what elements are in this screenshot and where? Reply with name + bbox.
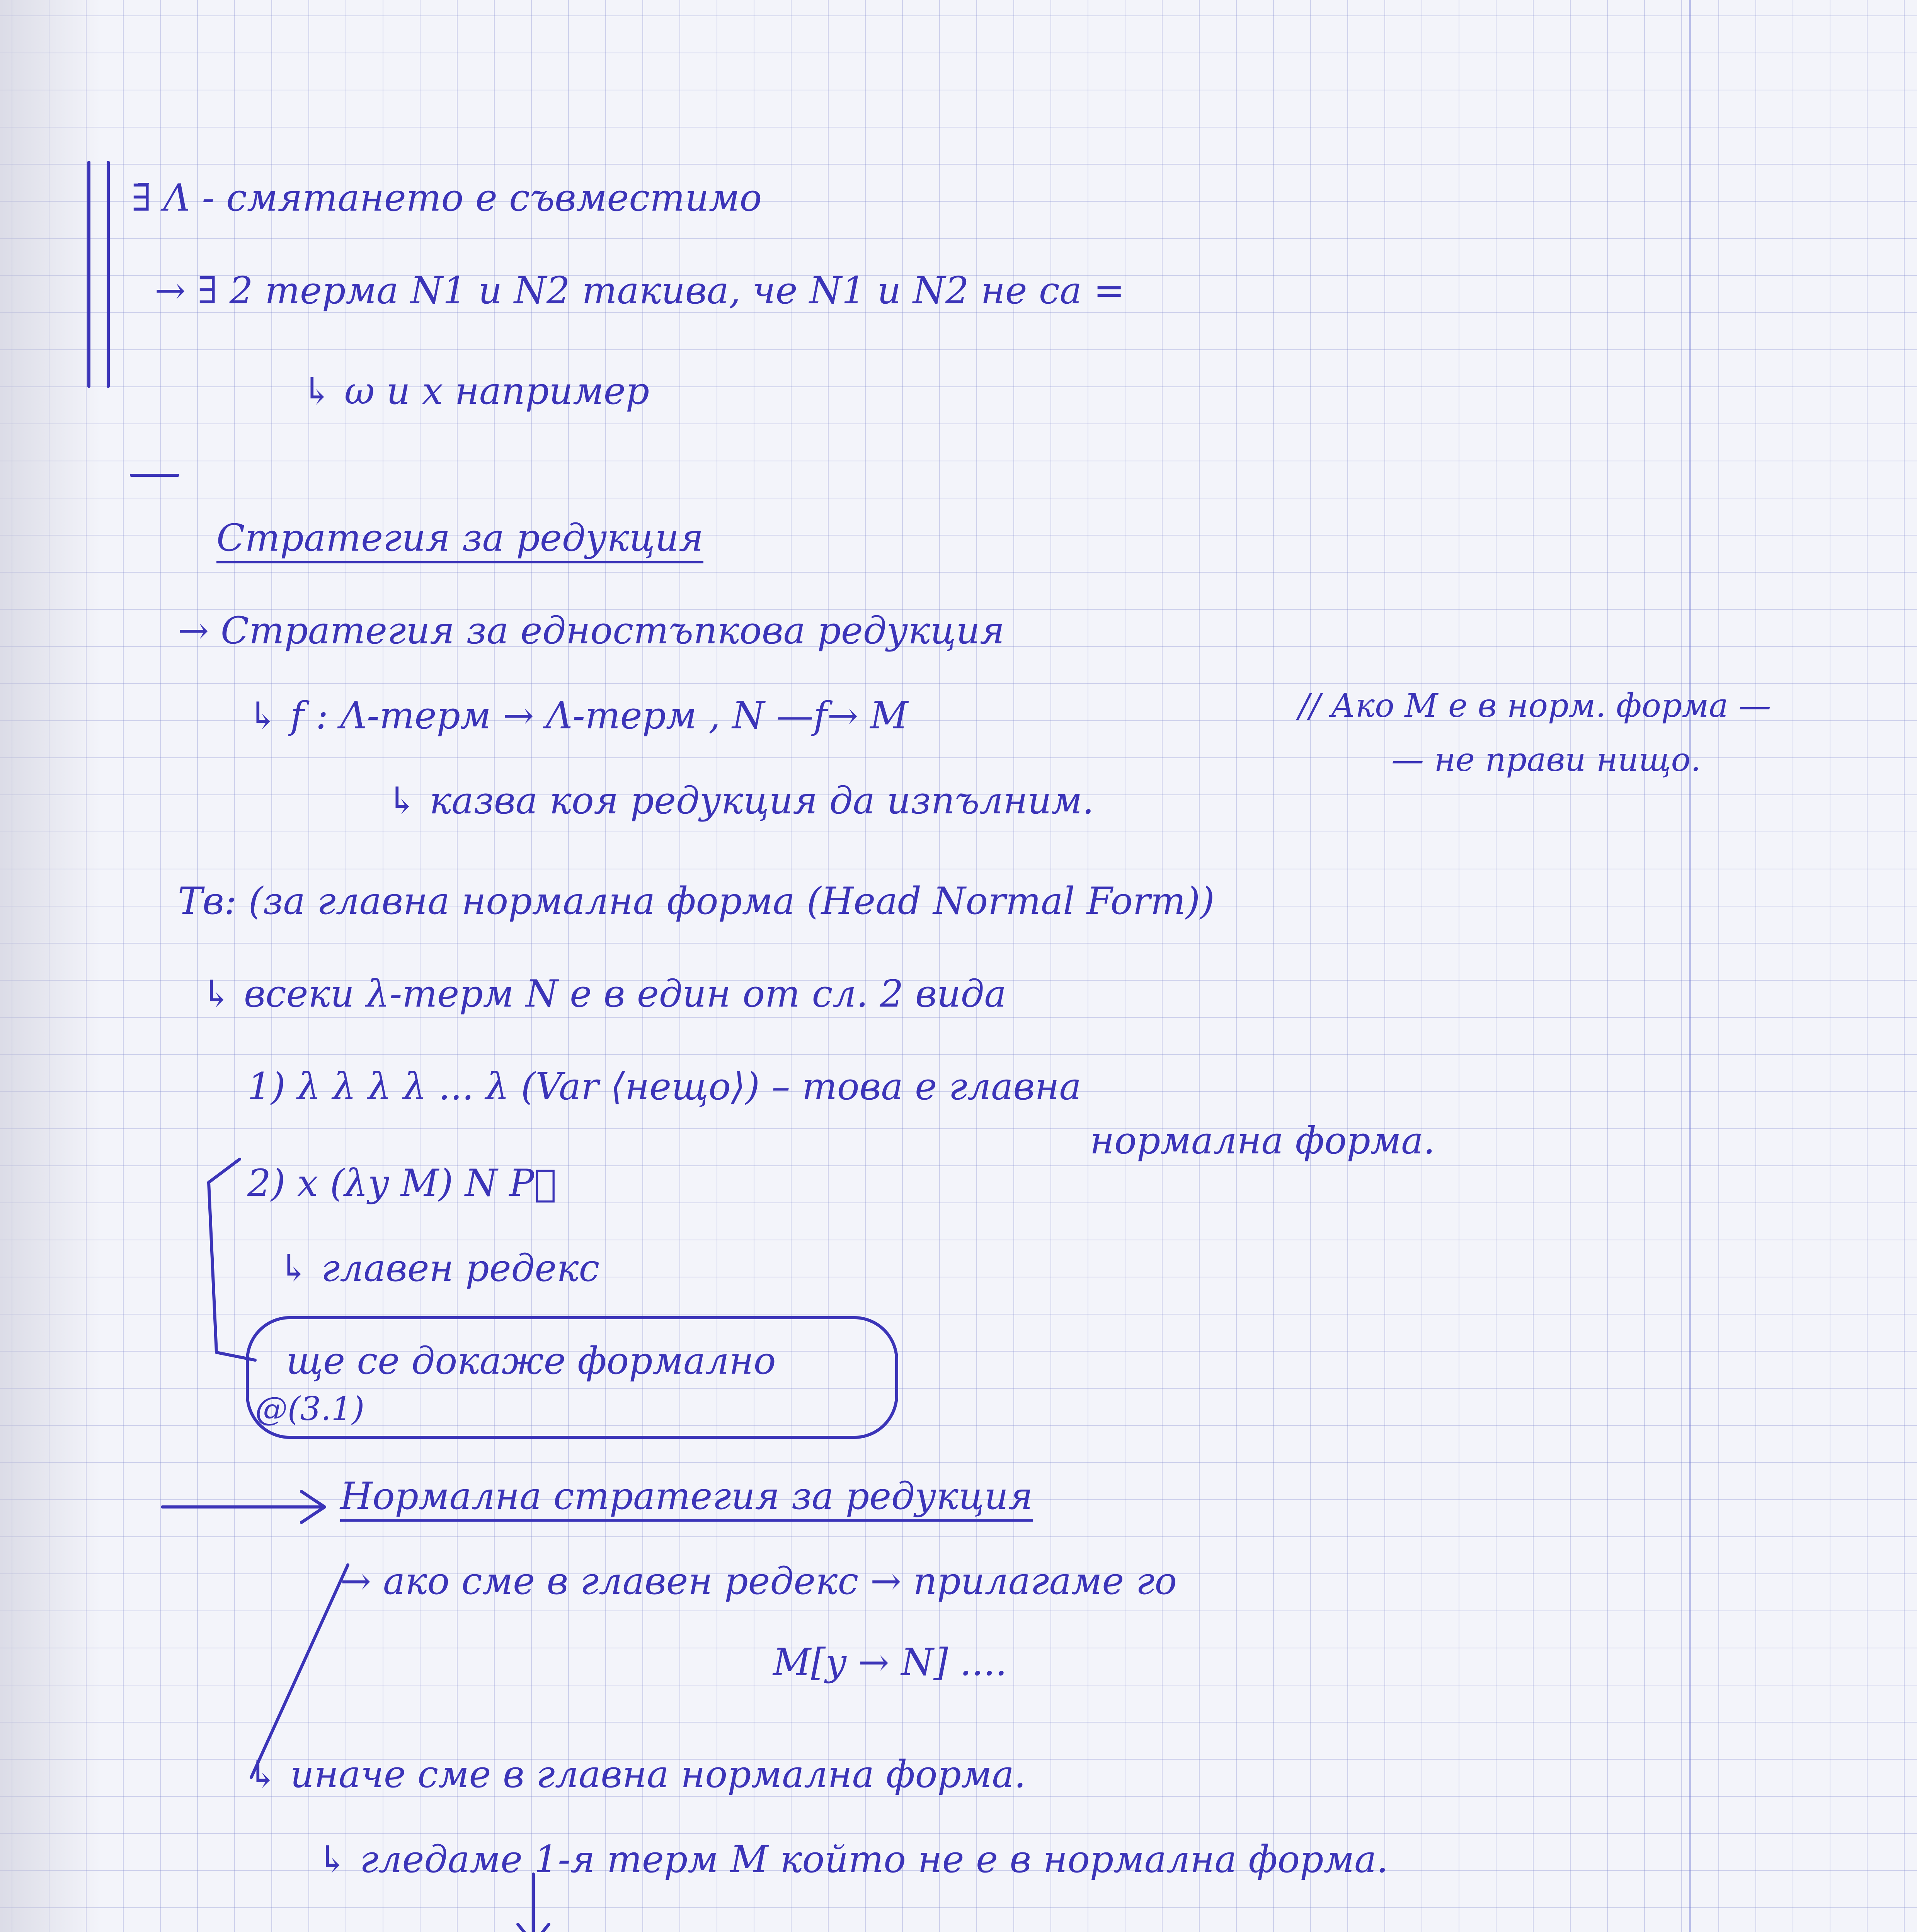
note-line: // Ако M е в норм. форма — bbox=[1299, 687, 1771, 724]
note-line: ↳ всеки λ-терм N е в един от сл. 2 вида bbox=[201, 972, 1006, 1015]
note-line: ↳ ω и x например bbox=[301, 369, 650, 413]
note-line: ↳ иначе сме в главна нормална форма. bbox=[247, 1753, 1026, 1796]
note-line: ∃̄ Λ - смятането е съвместимо bbox=[131, 176, 762, 219]
proof-note-ref: @(3.1) bbox=[255, 1390, 365, 1428]
note-line: 2) x (λy M) N P⃗ bbox=[247, 1162, 557, 1205]
heading-normal-strategy: Нормална стратегия за редукция bbox=[340, 1476, 1033, 1522]
normal-arrow bbox=[162, 1492, 325, 1522]
note-line: → Стратегия за едностъпкова редукция bbox=[178, 609, 1005, 652]
proof-note: ще се докаже формално bbox=[286, 1339, 776, 1383]
note-line: ↳ f : Λ-терм → Λ-терм , N —f→ M bbox=[247, 694, 908, 737]
heading-reduction-strategy: Стратегия за редукция bbox=[216, 518, 703, 563]
note-line: нормална форма. bbox=[1090, 1119, 1435, 1162]
note-line: Тв: (за главна нормална форма (Head Normal Form)) bbox=[178, 879, 1215, 923]
note-line: ↳ казва коя редукция да изпълним. bbox=[386, 779, 1094, 822]
note-line: M[y → N] .... bbox=[773, 1641, 1007, 1684]
note-line: — не прави нищо. bbox=[1391, 741, 1701, 779]
branch-line-normal bbox=[251, 1565, 348, 1777]
note-line: → ако сме в главен редекс → прилагаме го bbox=[340, 1560, 1177, 1603]
note-line: 1) λ λ λ λ ... λ (Var ⟨нещо⟩) – това е главна bbox=[247, 1065, 1081, 1108]
note-line: ↳ главен редекс bbox=[278, 1247, 600, 1290]
note-line: → ∃ 2 терма N1 и N2 такива, че N1 и N2 не са = bbox=[155, 269, 1125, 312]
note-line: ↳ гледаме 1-я терм M който не е в нормална форма. bbox=[317, 1838, 1388, 1881]
down-arrow bbox=[518, 1874, 549, 1932]
